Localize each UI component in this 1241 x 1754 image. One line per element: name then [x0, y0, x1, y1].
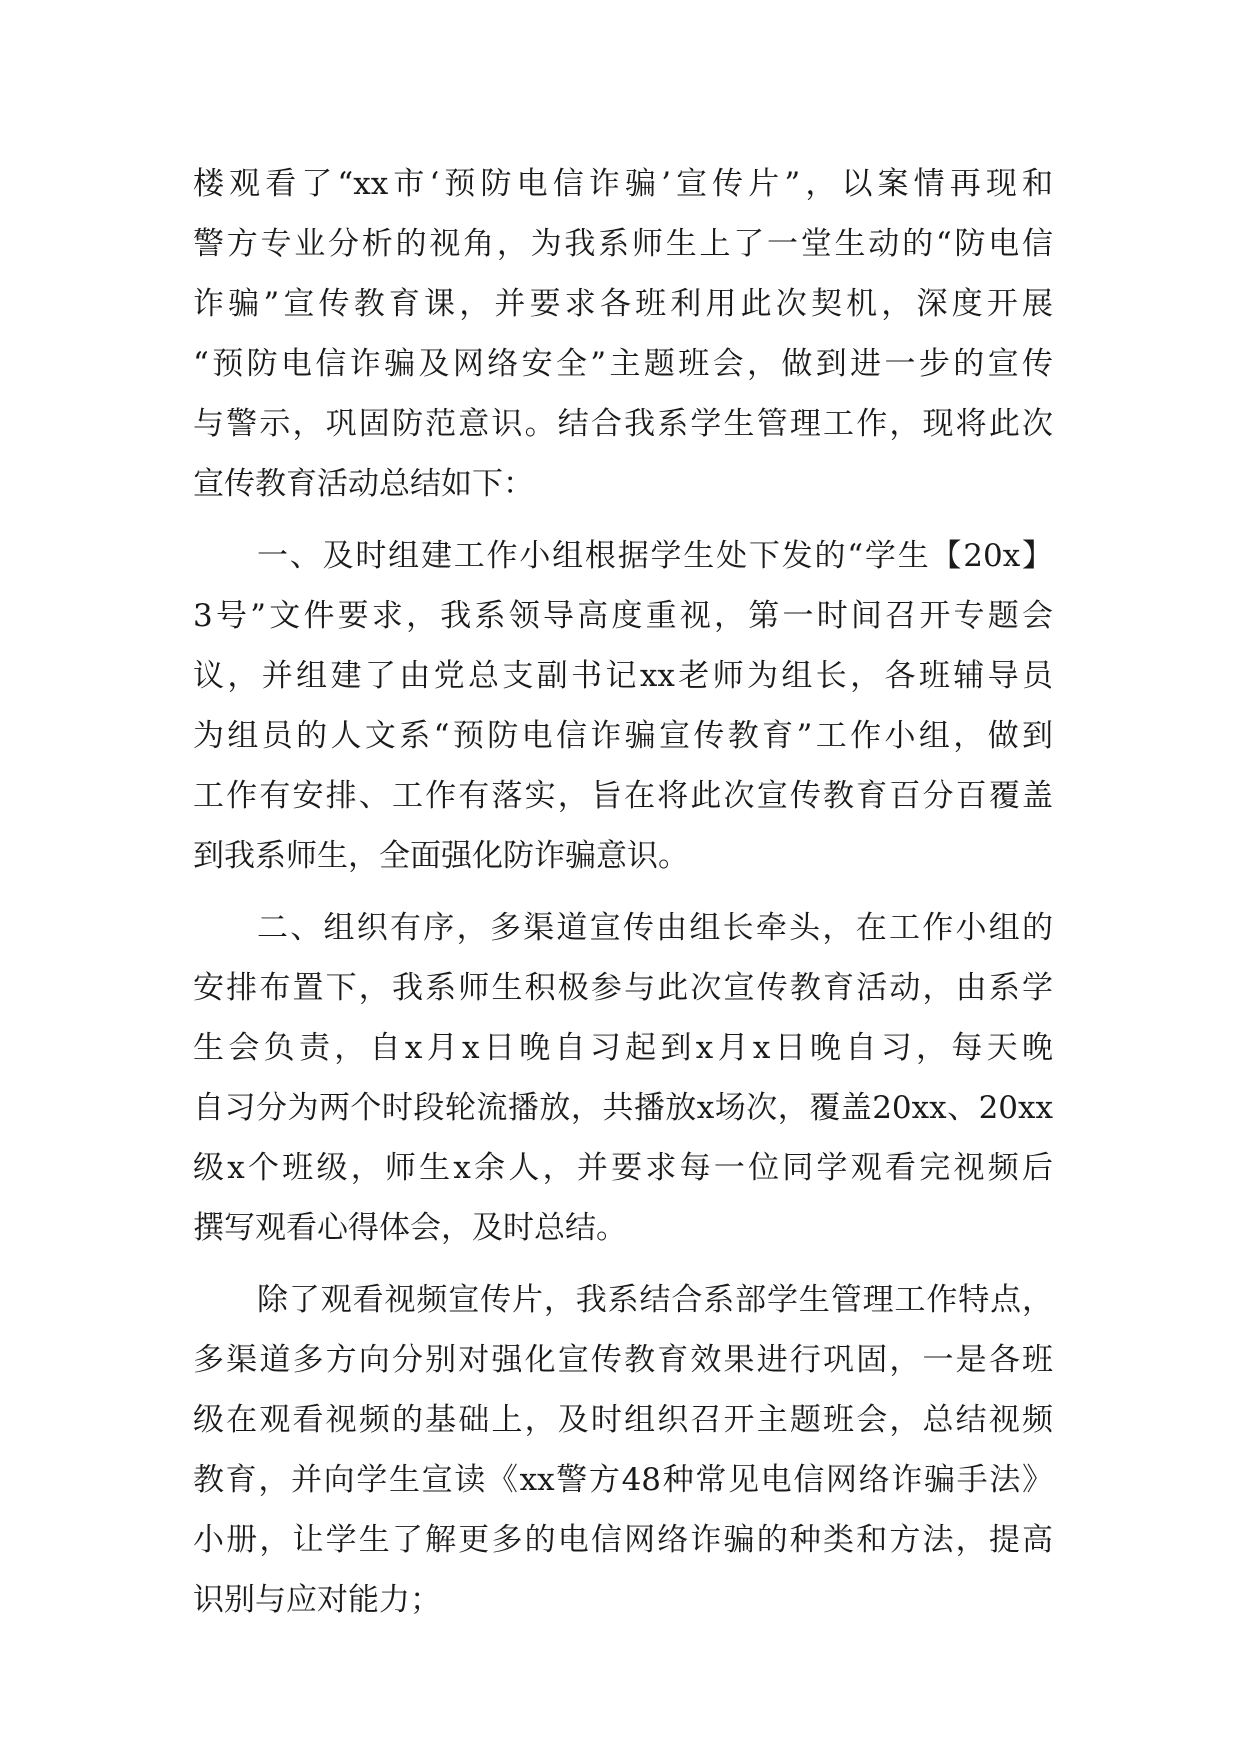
text-line: 诈骗”宣传教育课，并要求各班利用此次契机，深度开展: [193, 286, 1053, 322]
text-line: 工作有安排、工作有落实，旨在将此次宣传教育百分百覆盖: [193, 778, 1053, 814]
paragraph-intro: [193, 154, 1053, 514]
text-line: 议，并组建了由党总支副书记xx老师为组长，各班辅导员: [193, 658, 1053, 694]
text-line: 识别与应对能力；: [193, 1582, 441, 1618]
text-line: 与警示，巩固防范意识。结合我系学生管理工作，现将此次: [193, 406, 1053, 442]
document-body: [193, 154, 1053, 1630]
text-line: 生会负责，自x月x日晚自习起到x月x日晚自习，每天晚: [193, 1030, 1053, 1066]
text-line: 除了观看视频宣传片，我系结合系部学生管理工作特点，: [257, 1282, 1053, 1318]
text-line: 自习分为两个时段轮流播放，共播放x场次，覆盖20xx、20xx: [193, 1090, 1053, 1126]
text-line: 楼观看了“xx市‘预防电信诈骗’宣传片”，以案情再现和: [193, 166, 1053, 202]
text-line: 二、组织有序，多渠道宣传由组长牵头，在工作小组的: [257, 910, 1053, 946]
text-line: 教育，并向学生宣读《xx警方48种常见电信网络诈骗手法》: [193, 1462, 1053, 1498]
text-line: 3号”文件要求，我系领导高度重视，第一时间召开专题会: [193, 598, 1053, 634]
paragraph-section-3: [193, 1270, 1053, 1630]
text-line: 小册，让学生了解更多的电信网络诈骗的种类和方法，提高: [193, 1522, 1053, 1558]
text-line: 级x个班级，师生x余人，并要求每一位同学观看完视频后: [193, 1150, 1053, 1186]
text-line: 宣传教育活动总结如下：: [193, 466, 534, 502]
text-line: 级在观看视频的基础上，及时组织召开主题班会，总结视频: [193, 1402, 1053, 1438]
paragraph-section-1: [193, 526, 1053, 886]
paragraph-spacer: [193, 514, 1053, 526]
paragraph-section-2: [193, 898, 1053, 1258]
text-line: 警方专业分析的视角，为我系师生上了一堂生动的“防电信: [193, 226, 1053, 262]
paragraph-spacer: [193, 886, 1053, 898]
text-line: 为组员的人文系“预防电信诈骗宣传教育”工作小组，做到: [193, 718, 1053, 754]
text-line: 安排布置下，我系师生积极参与此次宣传教育活动，由系学: [193, 970, 1053, 1006]
paragraph-spacer: [193, 1258, 1053, 1270]
text-line: 一、及时组建工作小组根据学生处下发的“学生【20x】: [257, 538, 1053, 574]
text-line: 多渠道多方向分别对强化宣传教育效果进行巩固，一是各班: [193, 1342, 1053, 1378]
text-line: 撰写观看心得体会，及时总结。: [193, 1210, 627, 1246]
text-line: 到我系师生，全面强化防诈骗意识。: [193, 838, 689, 874]
text-line: “预防电信诈骗及网络安全”主题班会，做到进一步的宣传: [193, 346, 1053, 382]
